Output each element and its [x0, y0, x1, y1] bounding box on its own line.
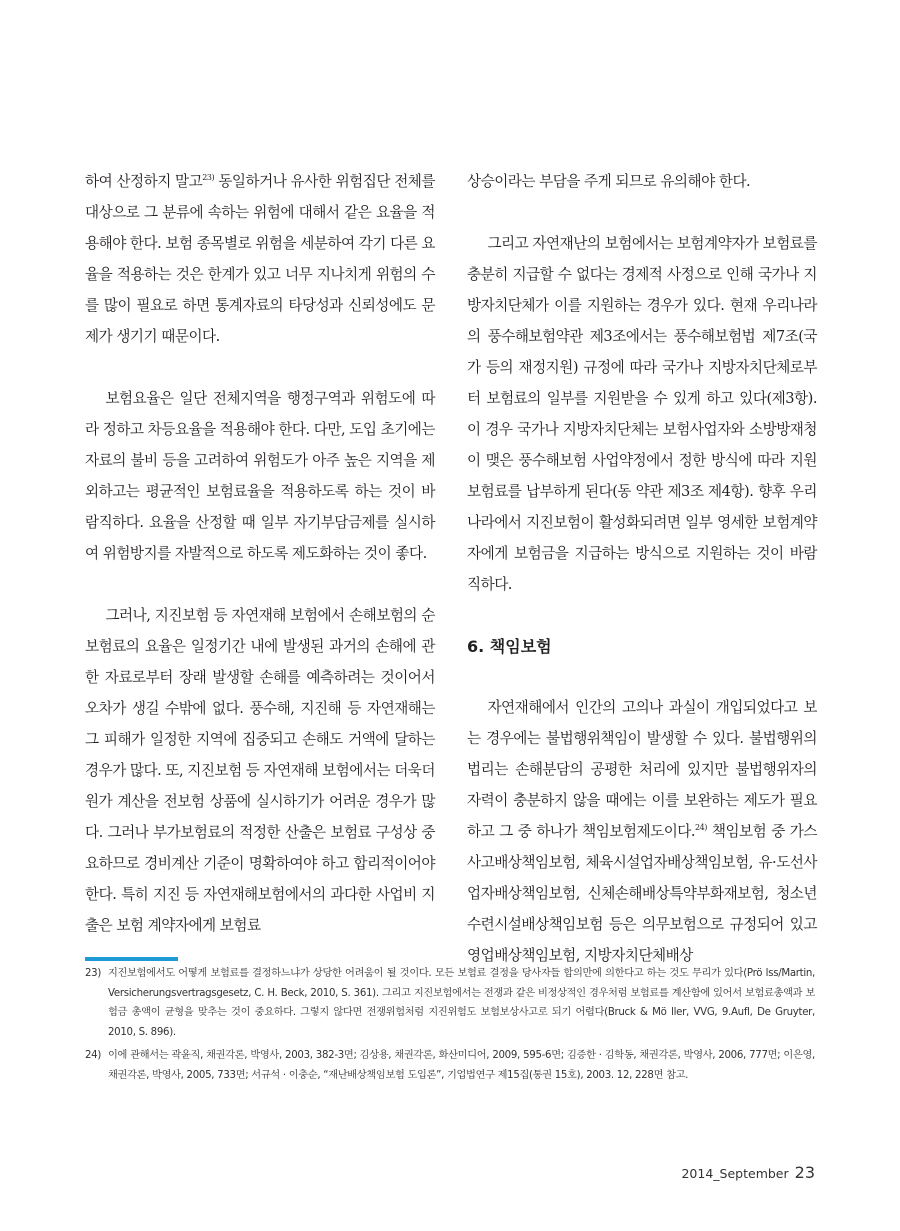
text-run: 자연재해에서 인간의 고의나 과실이 개입되었다고 보는 경우에는 불법행위책임이 발생할 수 있다. 불법행위의 법리는 손해분담의 공평한 처리에 있지만 불법행위자의 자력이 충분하지 않을 때에는 이를 보완하는 제도가 필요하고 그 중 하나가 책임보험제도이다. — [467, 699, 817, 840]
text-run: 동일하거나 유사한 위험집단 전체를 대상으로 그 분류에 속하는 위험에 대해서 같은 요율을 적용해야 한다. 보험 종목별로 위험을 세분하여 각기 다른 요율을 적용하는 것은 한계가 있고 너무 지나치게 위험의 수를 많이 필요로 하면 통계자료의 타당성과 신뢰성에도 문제가 생기기 때문이다. — [85, 173, 435, 345]
footnote-text: 이에 관해서는 곽윤직, 채권각론, 박영사, 2003, 382-3면; 김상용, 채권각론, 화산미디어, 2009, 595-6면; 김증한 · 김학동, 채권각론, 박영사, 2006, 777면; 이은영, 채권각론, 박영사, 2005, 733면; 서규석 · 이충순, “재난배상책임보험 도입론”, 기업법연구 제15집(통권 15호), 2003. 12, 228면 참고. — [108, 1049, 815, 1081]
footnotes — [85, 964, 815, 1088]
footnote-number: 23) — [85, 968, 102, 979]
body-paragraph: 그러나, 지진보험 등 자연재해 보험에서 손해보험의 순보험료의 요율은 일정기간 내에 발생된 과거의 손해에 관한 자료로부터 장래 발생할 손해를 예측하려는 것이어서 오차가 생길 수밖에 없다. 풍수해, 지진해 등 자연재해는 그 피해가 일정한 지역에 집중되고 손해도 거액에 달하는 경우가 많다. 또, 지진보험 등 자연재해 보험에서는 더욱더 원가 계산을 전보험 상품에 실시하기가 어려운 경우가 많다. 그러나 부가보험료의 적정한 산출은 보험료 구성상 중요하므로 경비계산 기준이 명확하여야 하고 합리적이어야 한다. 특히 지진 등 자연재해보험에서의 과다한 사업비 지출은 보험 계약자에게 보험료 — [85, 607, 435, 934]
text-run: 책임보험 중 가스사고배상책임보험, 체육시설업자배상책임보험, 유·도선사업자배상책임보험, 신체손해배상특약부화재보험, 청소년수련시설배상책임보험 등은 의무보험으로 규정되어 있고 영업배상책임보험, 지방자치단체배상 — [467, 823, 817, 964]
footnote-text: 지진보험에서도 어떻게 보험료를 결정하느냐가 상당한 어려움이 될 것이다. 모든 보험료 결정을 당사자들 합의만에 의한다고 하는 것도 무리가 있다(Prö lss/Martin, Versicherungsvertragsgesetz, C. H. Beck, 2010, S. 361). 그리고 지진보험에서는 전쟁과 같은 비정상적인 경우처럼 보험료를 계산함에 있어서 보험료총액과 보험금 총액이 균형을 맞추는 것이 중요하다. 그렇지 않다면 전쟁위험처럼 지진위험도 보험보상사고로 되기 어렵다(Bruck & Mö ller, VVG, 9.Aufl, De Gruyter, 2010, S. 896). — [108, 968, 815, 1039]
footnote-ref[interactable]: 23) — [202, 173, 215, 182]
footnote-ref[interactable]: 24) — [695, 823, 707, 832]
footnote-rule — [85, 957, 178, 961]
body-paragraph — [85, 166, 435, 352]
footnote — [85, 964, 815, 1043]
text-run: 하여 산정하지 말고 — [85, 173, 203, 190]
footnote — [85, 1046, 815, 1085]
footnote-number: 24) — [85, 1049, 102, 1061]
page-number: 23 — [794, 1163, 815, 1182]
body-paragraph: 그리고 자연재난의 보험에서는 보험계약자가 보험료를 충분히 지급할 수 없다는 경제적 사정으로 인해 국가나 지방자치단체가 이를 지원하는 경우가 있다. 현재 우리나라의 풍수해보험약관 제3조에서는 풍수해보험법 제7조(국가 등의 재정지원) 규정에 따라 국가나 지방자치단체로부터 보험료의 일부를 지원받을 수 있게 하고 있다(제3항). 이 경우 국가나 지방자치단체는 보험사업자와 소방방재청이 맺은 풍수해보험 사업약정에서 정한 방식에 따라 지원보험료를 납부하게 된다(동 약관 제3조 제4항). 향후 우리나라에서 지진보험이 활성화되려면 일부 영세한 보험계약자에게 보험금을 지급하는 방식으로 지원하는 것이 바람직하다. — [467, 235, 817, 593]
body-paragraph: 보험요율은 일단 전체지역을 행정구역과 위험도에 따라 정하고 차등요율을 적용해야 한다. 다만, 도입 초기에는 자료의 불비 등을 고려하여 위험도가 아주 높은 지역을 제외하고는 평균적인 보험료율을 적용하도록 하는 것이 바람직하다. 요율을 산정할 때 일부 자기부담금제를 실시하여 위험방지를 자발적으로 하도록 제도화하는 것이 좋다. — [85, 390, 435, 562]
body-paragraph: 상승이라는 부담을 주게 되므로 유의해야 한다. — [467, 173, 751, 190]
page-folio — [681, 1163, 815, 1182]
section-heading: 6. 책임보험 — [467, 637, 552, 656]
left-column — [85, 166, 435, 941]
right-column — [467, 166, 817, 971]
issue-label: 2014_September — [681, 1166, 789, 1181]
body-paragraph — [467, 692, 817, 971]
